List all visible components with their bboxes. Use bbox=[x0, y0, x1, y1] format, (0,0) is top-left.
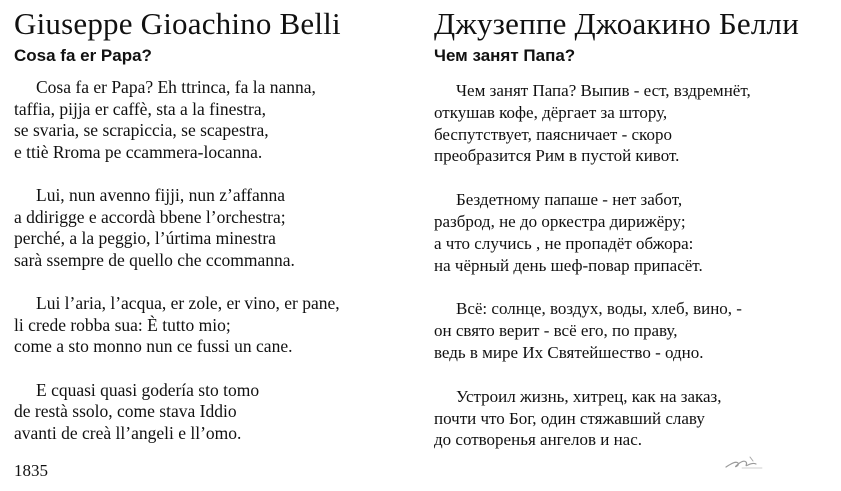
poem-line: а что случись , не пропадёт обжора: bbox=[434, 233, 694, 253]
poem-line: come a sto monno nun ce fussi un cane. bbox=[14, 336, 293, 356]
poem-year: 1835 bbox=[14, 461, 48, 480]
stanza bbox=[14, 293, 340, 358]
original-stanzas bbox=[14, 77, 340, 466]
poem-line: ведь в мире Их Святейшество - одно. bbox=[434, 342, 704, 362]
poem-line: de restà ssolo, come stava Iddio bbox=[14, 401, 237, 421]
poem-line: a ddirigge e accordà bbene l’orchestra; bbox=[14, 206, 286, 227]
poem-line: Бездетному папаше - нет забот, bbox=[456, 190, 683, 210]
poem-line: e ttiè Rroma pe ccammera-locanna. bbox=[14, 141, 263, 162]
poem-line: до сотворенья ангелов и нас. bbox=[434, 430, 643, 450]
stanza bbox=[434, 386, 751, 451]
translation-author-heading: Джузеппе Джоакино Белли bbox=[434, 6, 799, 41]
poem-line: sarà ssempre de quello che ccommanna. bbox=[14, 249, 295, 270]
original-author-heading: Giuseppe Gioachino Belli bbox=[14, 6, 341, 41]
stanza bbox=[14, 380, 340, 445]
poem-line: беспутствует, паясничает - скоро bbox=[434, 124, 672, 144]
poem-line: преобразится Рим в пустой кивот. bbox=[434, 146, 680, 166]
original-poem-title: Cosa fa er Papa? bbox=[14, 46, 152, 65]
poem-line: Cosa fa er Papa? Eh ttrinca, fa la nanna, bbox=[36, 77, 316, 97]
poem-line: E cquasi quasi godería sto tomo bbox=[36, 379, 260, 400]
poem-line: на чёрный день шеф-повар припасёт. bbox=[434, 255, 703, 275]
poem-line: se svaria, se scrapiccia, se scapestra, bbox=[14, 120, 269, 140]
poem-line: li crede robba sua: È tutto mio; bbox=[14, 314, 231, 335]
translation-poem-title: Чем занят Папа? bbox=[434, 46, 576, 65]
translation-stanzas bbox=[434, 80, 751, 473]
signature-icon bbox=[722, 451, 772, 473]
stanza bbox=[434, 189, 751, 276]
stanza bbox=[14, 185, 340, 271]
poem-line: perché, a la peggio, l’úrtima minestra bbox=[14, 228, 276, 248]
poem-line: Lui, nun avenno fijji, nun z’affanna bbox=[36, 185, 285, 205]
poem-line: Lui l’aria, l’acqua, er zole, er vino, er pane, bbox=[36, 293, 340, 313]
poem-line: Устроил жизнь, хитрец, как на заказ, bbox=[456, 386, 722, 406]
poem-line: avanti de creà ll’angeli e ll’omo. bbox=[14, 422, 242, 443]
poem-line: он свято верит - всё его, по праву, bbox=[434, 321, 678, 341]
stanza bbox=[434, 298, 751, 363]
poem-line: почти что Бог, один стяжавший славу bbox=[434, 408, 705, 428]
poem-line: taffia, pijja er caffè, sta a la finestra, bbox=[14, 98, 266, 119]
poem-line: откушав кофе, дёргает за штору, bbox=[434, 102, 668, 122]
poem-line: Чем занят Папа? Выпив - ест, вздремнёт, bbox=[456, 81, 751, 100]
stanza bbox=[14, 77, 340, 163]
stanza bbox=[434, 80, 751, 167]
poem-line: разброд, не до оркестра дирижёру; bbox=[434, 211, 686, 231]
poem-line: Всё: солнце, воздух, воды, хлеб, вино, - bbox=[456, 299, 742, 319]
